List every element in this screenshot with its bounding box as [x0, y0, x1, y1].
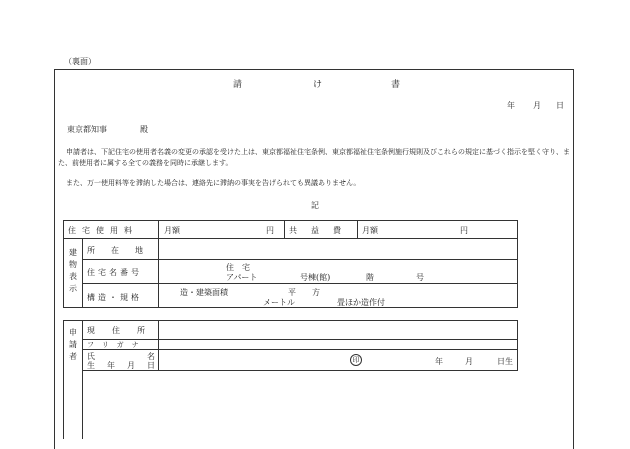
common-fee-prefix: 月額	[362, 226, 378, 235]
room-unit: 号	[416, 273, 424, 282]
applicant-group-label: 申 請 者	[69, 328, 77, 361]
house-number-label: 住宅名番号	[87, 268, 142, 277]
title-char-3: 書	[391, 80, 401, 90]
page-side-label: （裏面）	[64, 57, 96, 66]
rent-label: 住宅使用料	[68, 226, 138, 235]
area-unit-top: 平 方	[288, 288, 320, 297]
house-type-line2: アパート	[226, 273, 258, 282]
ki-label: 記	[311, 201, 319, 210]
house-type-line1: 住 宅	[226, 263, 250, 272]
name-label-right: 名	[147, 352, 155, 361]
title-char-1: 請	[233, 80, 243, 90]
rent-prefix: 月額	[164, 226, 180, 235]
birth-day: 日生	[497, 357, 513, 366]
fixtures-text: 畳ほか造作付	[337, 298, 385, 307]
building-group-label: 建 物 表 示	[69, 248, 77, 293]
title-char-2: け	[313, 80, 323, 90]
paragraph-1: 申請者は、下記住宅の使用者名義の変更の承認を受けた上は、東京都福祉住宅条例、東京都福祉住宅条例施行規則及びこれらの規定に基づく指示を堅く守り、また、前使用者に属する全ての義務を同時に承継します。	[58, 148, 570, 167]
current-address-label: 現住所	[87, 326, 162, 335]
common-fee-unit: 円	[460, 226, 468, 235]
birth-year: 年	[435, 357, 443, 366]
furigana-label: フリガナ	[87, 341, 147, 349]
birth-month: 月	[465, 357, 473, 366]
structure-label: 構造・規格	[87, 293, 142, 302]
honorific: 殿	[140, 125, 148, 134]
common-fee-label: 共益費	[289, 226, 355, 235]
rent-unit: 円	[266, 226, 274, 235]
birthdate-label: 生年月日	[87, 361, 167, 370]
addressee: 東京都知事	[67, 125, 107, 134]
seal-mark: 印	[350, 354, 362, 366]
structure-text: 造・建築面積	[180, 288, 228, 297]
location-label: 所在地	[87, 246, 159, 255]
paragraph-2: また、万一使用料等を滞納した場合は、連絡先に滞納の事実を告げられても異議ありません。	[66, 179, 361, 187]
name-label-left: 氏	[87, 352, 95, 361]
date-month: 月	[533, 101, 541, 110]
area-unit-bottom: メートル	[263, 298, 295, 307]
date-day: 日	[556, 101, 564, 110]
building-number: 号棟(館)	[300, 273, 331, 282]
date-year: 年	[507, 101, 515, 110]
floor-unit: 階	[366, 273, 374, 282]
